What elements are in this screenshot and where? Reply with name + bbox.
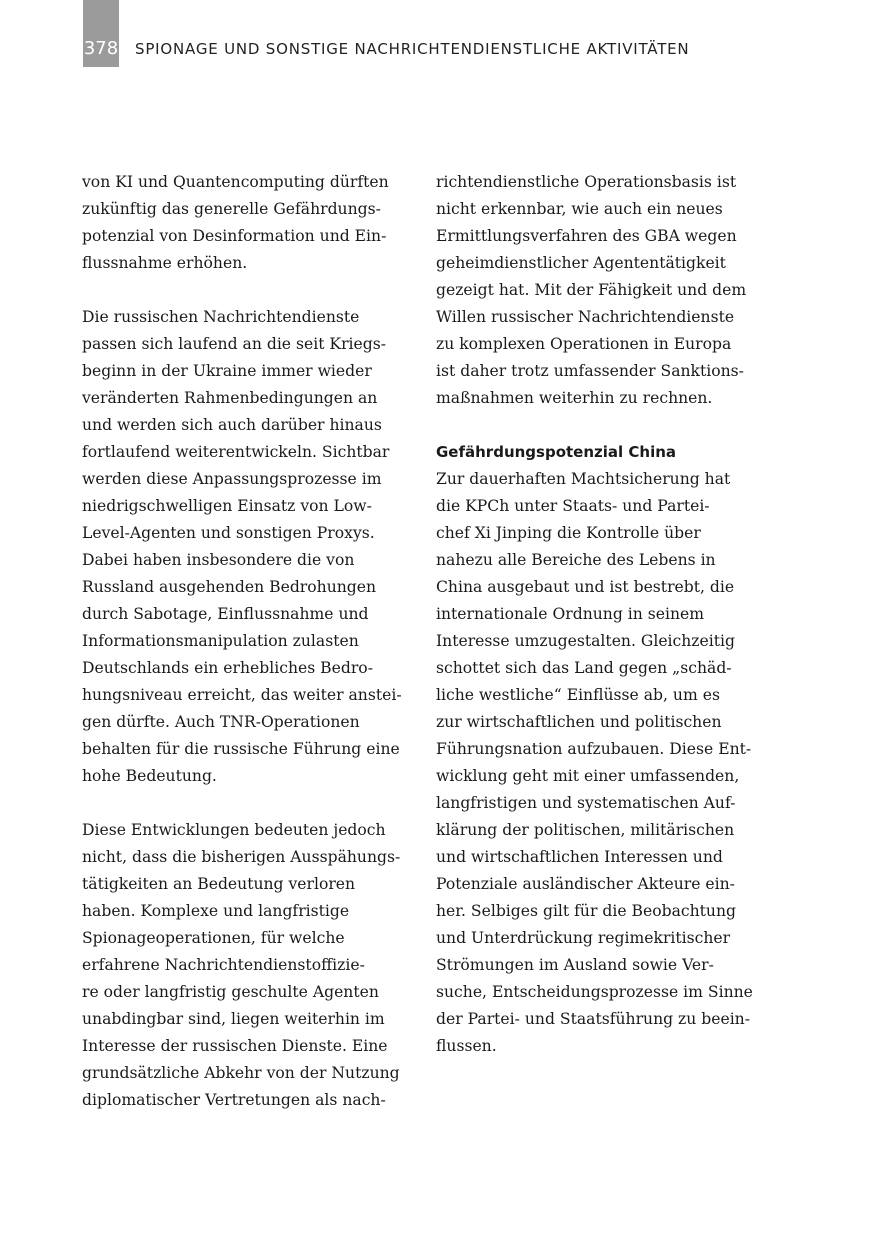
text-line: Ermittlungsverfahren des GBA wegen [436,227,737,245]
text-line: grundsätzliche Abkehr von der Nutzung [82,1064,400,1082]
page-number: 378 [83,38,119,59]
text-line: ist daher trotz umfassender Sanktions- [436,362,744,380]
text-line: internationale Ordnung in seinem [436,605,705,623]
text-line: veränderten Rahmenbedingungen an [82,389,378,407]
text-line: langfristigen und systematischen Auf- [436,794,736,812]
text-line: zukünftig das generelle Gefährdungs- [82,200,381,218]
text-line: Dabei haben insbesondere die von [82,551,355,569]
paragraph [82,817,412,1114]
text-line: re oder langfristig geschulte Agenten [82,983,379,1001]
text-line: suche, Entscheidungsprozesse im Sinne [436,983,753,1001]
text-line: Interesse der russischen Dienste. Eine [82,1037,388,1055]
text-line: niedrigschwelligen Einsatz von Low- [82,497,372,515]
text-line: fortlaufend weiterentwickeln. Sichtbar [82,443,390,461]
text-line: beginn in der Ukraine immer wieder [82,362,372,380]
text-line: Willen russischer Nachrichtendienste [436,308,735,326]
text-line: China ausgebaut und ist bestrebt, die [436,578,735,596]
paragraph-gap [82,277,412,304]
left-column [82,169,412,1114]
text-line: chef Xi Jinping die Kontrolle über [436,524,701,542]
paragraph [436,169,766,412]
text-line: maßnahmen weiterhin zu rechnen. [436,389,713,407]
text-line: her. Selbiges gilt für die Beobachtung [436,902,736,920]
text-line: Potenziale ausländischer Akteure ein- [436,875,735,893]
text-line: und werden sich auch darüber hinaus [82,416,382,434]
text-line: Deutschlands ein erhebliches Bedro- [82,659,373,677]
text-line: geheimdienstlicher Agententätigkeit [436,254,726,272]
text-line: von KI und Quantencomputing dürften [82,173,389,191]
text-line: Informationsmanipulation zulasten [82,632,359,650]
text-line: haben. Komplexe und langfristige [82,902,350,920]
text-line: zur wirtschaftlichen und politischen [436,713,722,731]
text-line: schottet sich das Land gegen „schäd- [436,659,732,677]
paragraph [82,169,412,277]
text-line: behalten für die russische Führung eine [82,740,400,758]
text-line: zu komplexen Operationen in Europa [436,335,732,353]
text-line: Strömungen im Ausland sowie Ver- [436,956,714,974]
paragraph-gap [436,412,766,439]
text-line: unabdingbar sind, liegen weiterhin im [82,1010,385,1028]
text-line: hohe Bedeutung. [82,767,217,785]
text-line: durch Sabotage, Einflussnahme und [82,605,369,623]
right-column [436,169,766,1060]
text-line: Führungsnation aufzubauen. Diese Ent- [436,740,752,758]
text-line: richtendienstliche Operationsbasis ist [436,173,737,191]
text-line: Zur dauerhaften Machtsicherung hat [436,470,731,488]
text-line: und Unterdrückung regimekritischer [436,929,731,947]
paragraph [82,304,412,790]
section-heading: Gefährdungspotenzial China [436,443,677,461]
text-line: Interesse umzugestalten. Gleichzeitig [436,632,735,650]
text-line: passen sich laufend an die seit Kriegs- [82,335,387,353]
text-line: liche westliche“ Einflüsse ab, um es [436,686,720,704]
text-line: tätigkeiten an Bedeutung verloren [82,875,356,893]
text-line: der Partei- und Staatsführung zu beein- [436,1010,750,1028]
text-line: Spionageoperationen, für welche [82,929,345,947]
text-line: diplomatischer Vertretungen als nach- [82,1091,386,1109]
paragraph-gap [82,790,412,817]
text-line: wicklung geht mit einer umfassenden, [436,767,740,785]
text-line: erfahrene Nachrichtendienstoffizie- [82,956,365,974]
text-line: nicht erkennbar, wie auch ein neues [436,200,723,218]
text-line: die KPCh unter Staats- und Partei- [436,497,710,515]
text-line: Russland ausgehenden Bedrohungen [82,578,377,596]
page-number-box [83,0,119,67]
text-line: gen dürfte. Auch TNR-Operationen [82,713,360,731]
text-line: nicht, dass die bisherigen Ausspähungs- [82,848,401,866]
text-line: Die russischen Nachrichtendienste [82,308,360,326]
text-line: gezeigt hat. Mit der Fähigkeit und dem [436,281,747,299]
text-line: und wirtschaftlichen Interessen und [436,848,723,866]
section-china [436,439,766,1060]
text-line: flussnahme erhöhen. [82,254,248,272]
text-line: hungsniveau erreicht, das weiter anstei- [82,686,402,704]
text-line: flussen. [436,1037,497,1055]
text-line: klärung der politischen, militärischen [436,821,735,839]
running-header: SPIONAGE UND SONSTIGE NACHRICHTENDIENSTLICHE AKTIVITÄTEN [135,40,690,58]
text-line: Diese Entwicklungen bedeuten jedoch [82,821,386,839]
text-line: potenzial von Desinformation und Ein- [82,227,387,245]
text-line: nahezu alle Bereiche des Lebens in [436,551,716,569]
text-line: werden diese Anpassungsprozesse im [82,470,382,488]
text-line: Level-Agenten und sonstigen Proxys. [82,524,375,542]
